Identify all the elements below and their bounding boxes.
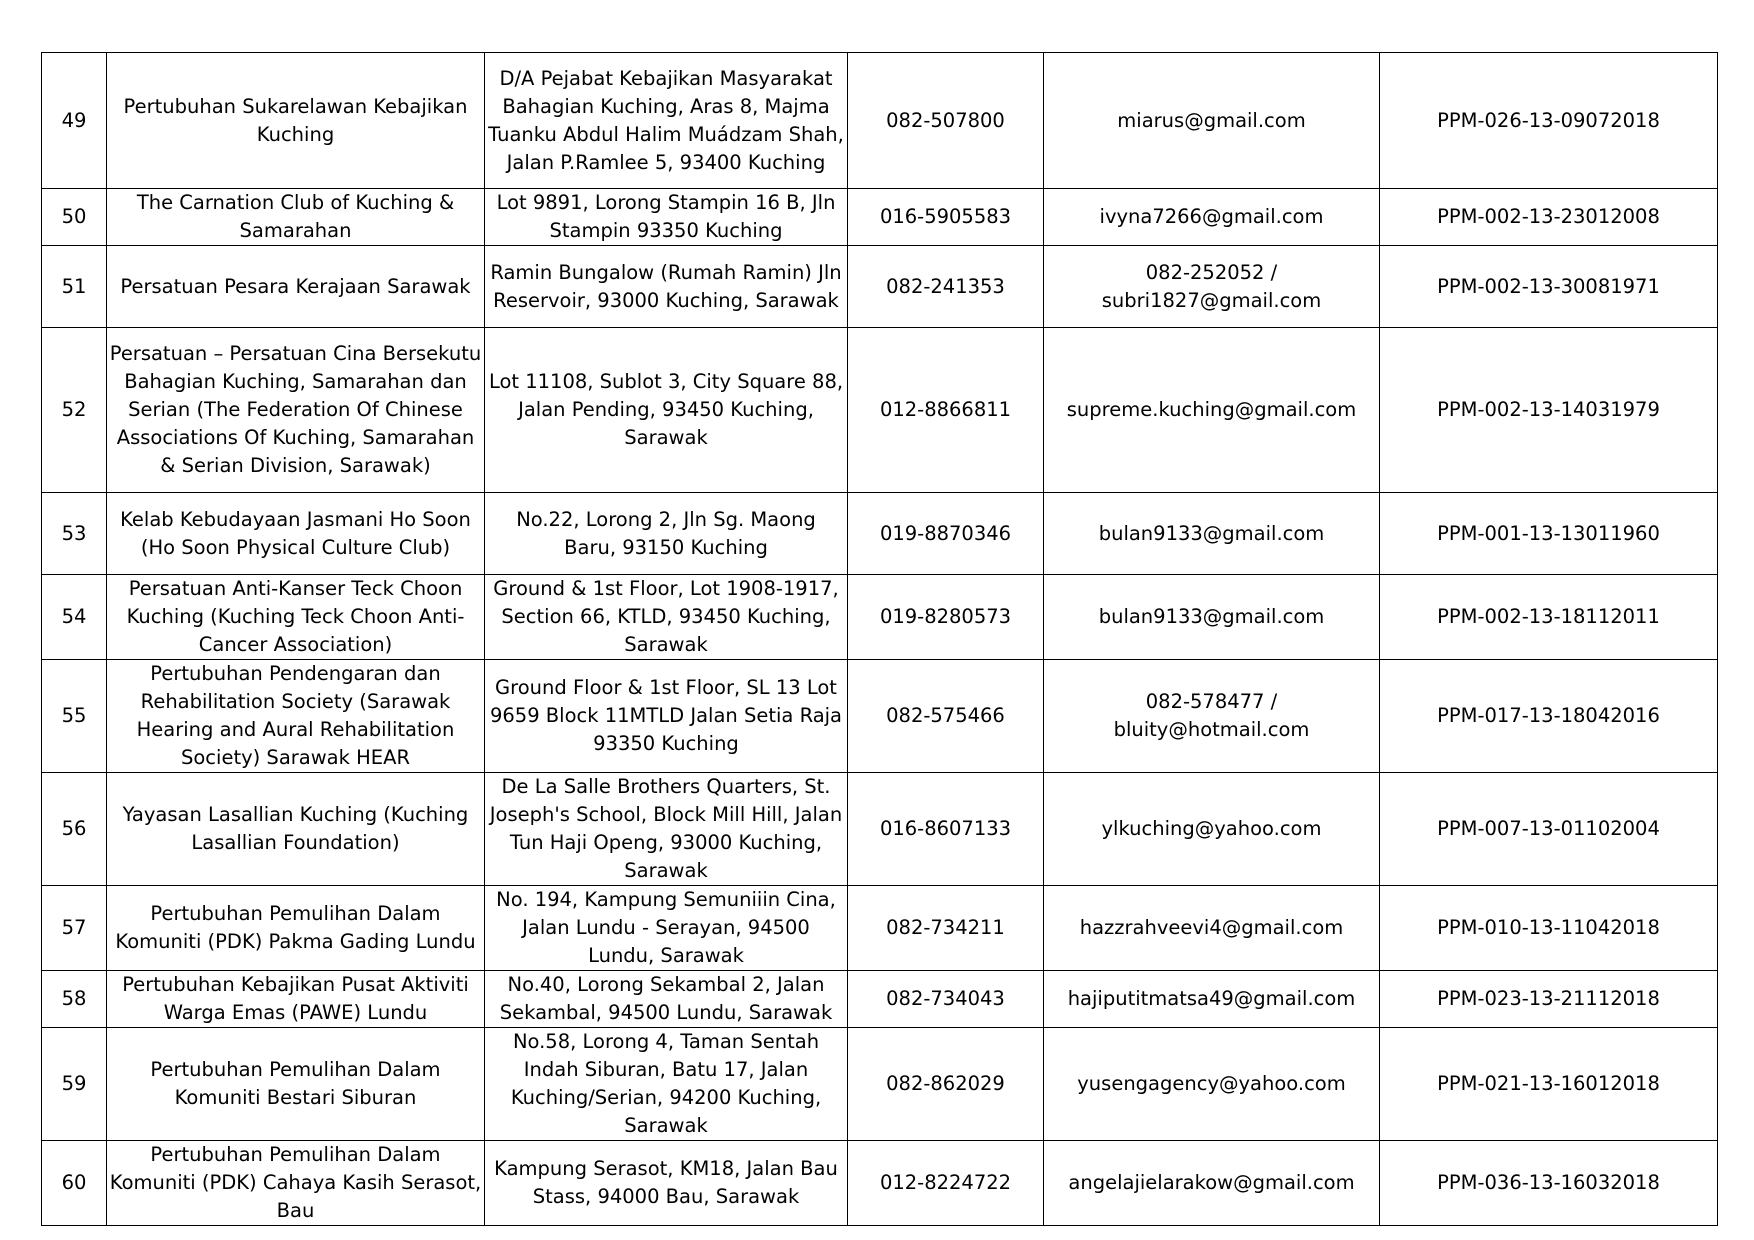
contact-email-cell	[1044, 886, 1380, 971]
registration-number: PPM-002-13-23012008	[1437, 205, 1660, 228]
organisation-name-line: Associations Of Kuching, Samarahan	[116, 426, 475, 449]
address-line: Stass, 94000 Bau, Sarawak	[532, 1185, 800, 1208]
address-line: Indah Siburan, Batu 17, Jalan	[523, 1058, 809, 1081]
row-number: 51	[61, 274, 87, 298]
registration-number: PPM-026-13-09072018	[1437, 108, 1660, 132]
address-line: Sarawak	[624, 859, 708, 882]
contact-email-cell	[1044, 246, 1380, 328]
row-number-cell	[42, 328, 107, 493]
table-row	[42, 189, 1718, 246]
phone-number-cell	[848, 971, 1044, 1028]
address-cell	[485, 886, 848, 971]
address-line: Jalan P.Ramlee 5, 93400 Kuching	[506, 150, 826, 174]
address-line: Sarawak	[624, 1114, 708, 1137]
organisation-name-cell	[107, 1028, 485, 1141]
contact-email-line: angelajielarakow@gmail.com	[1068, 1171, 1355, 1194]
address-line: Sarawak	[624, 633, 708, 656]
registration-number-cell	[1380, 1141, 1718, 1226]
registration-number-cell	[1380, 1028, 1718, 1141]
organisation-name-line: Bahagian Kuching, Samarahan dan	[124, 370, 467, 393]
table-row	[42, 660, 1718, 773]
address-line: No.40, Lorong Sekambal 2, Jalan	[507, 973, 825, 996]
contact-email-line: bulan9133@gmail.com	[1098, 605, 1325, 628]
table-body	[42, 53, 1718, 1226]
registration-number-cell	[1380, 773, 1718, 886]
contact-email-cell	[1044, 575, 1380, 660]
registration-number-cell	[1380, 189, 1718, 246]
address-line: Section 66, KTLD, 93450 Kuching,	[501, 605, 831, 628]
table-row	[42, 1028, 1718, 1141]
contact-email-line: subri1827@gmail.com	[1101, 288, 1322, 312]
row-number-cell	[42, 575, 107, 660]
phone-number: 082-862029	[886, 1072, 1005, 1095]
address-line: Lundu, Sarawak	[588, 944, 744, 967]
row-number: 52	[61, 398, 87, 421]
contact-email-cell	[1044, 328, 1380, 493]
organisation-name-line: The Carnation Club of Kuching &	[136, 191, 455, 214]
organisation-name-line: & Serian Division, Sarawak)	[160, 454, 431, 477]
registration-number-cell	[1380, 53, 1718, 189]
organisation-name-line: Hearing and Aural Rehabilitation	[136, 718, 455, 741]
phone-number: 012-8866811	[879, 398, 1012, 421]
address-line: De La Salle Brothers Quarters, St.	[501, 775, 831, 798]
organisation-name-line: Pertubuhan Pendengaran dan	[150, 662, 441, 685]
table-row	[42, 886, 1718, 971]
organisation-name-cell	[107, 660, 485, 773]
phone-number-cell	[848, 189, 1044, 246]
organisation-name-cell	[107, 246, 485, 328]
registration-number: PPM-023-13-21112018	[1437, 987, 1660, 1010]
phone-number-cell	[848, 493, 1044, 575]
organisation-name-line: Yayasan Lasallian Kuching (Kuching	[122, 803, 469, 826]
row-number: 50	[61, 205, 87, 228]
address-cell	[485, 971, 848, 1028]
address-line: 93350 Kuching	[593, 732, 739, 755]
address-line: No. 194, Kampung Semuniiin Cina,	[496, 888, 836, 911]
phone-number-cell	[848, 886, 1044, 971]
row-number: 53	[61, 521, 87, 545]
organisation-name-line: Pertubuhan Pemulihan Dalam	[150, 1058, 441, 1081]
organisation-name-line: Cancer Association)	[198, 633, 393, 656]
contact-email-line: hazzrahveevi4@gmail.com	[1079, 916, 1344, 939]
registration-number: PPM-002-13-14031979	[1437, 398, 1660, 421]
registration-number-cell	[1380, 660, 1718, 773]
registration-number: PPM-007-13-01102004	[1437, 817, 1660, 840]
row-number: 60	[61, 1171, 87, 1194]
address-cell	[485, 660, 848, 773]
address-line: Jalan Pending, 93450 Kuching,	[518, 398, 814, 421]
address-cell	[485, 328, 848, 493]
address-line: Ramin Bungalow (Rumah Ramin) Jln	[490, 260, 842, 284]
organisation-name-line: Pertubuhan Kebajikan Pusat Aktiviti	[122, 973, 469, 996]
organisation-name-cell	[107, 53, 485, 189]
row-number-cell	[42, 189, 107, 246]
organisation-name-cell	[107, 189, 485, 246]
row-number-cell	[42, 971, 107, 1028]
organisation-name-line: Komuniti (PDK) Pakma Gading Lundu	[115, 930, 476, 953]
organisation-name-line: Komuniti (PDK) Cahaya Kasih Serasot,	[109, 1171, 482, 1194]
row-number: 57	[61, 916, 87, 939]
registration-number-cell	[1380, 575, 1718, 660]
row-number-cell	[42, 1028, 107, 1141]
phone-number-cell	[848, 660, 1044, 773]
address-line: Stampin 93350 Kuching	[549, 219, 783, 242]
address-line: Reservoir, 93000 Kuching, Sarawak	[493, 288, 839, 312]
organisation-name-cell	[107, 971, 485, 1028]
phone-number-cell	[848, 246, 1044, 328]
contact-email-line: supreme.kuching@gmail.com	[1066, 398, 1357, 421]
contact-email-line: bulan9133@gmail.com	[1098, 521, 1325, 545]
registration-number: PPM-021-13-16012018	[1437, 1072, 1660, 1095]
organisation-name-line: Serian (The Federation Of Chinese	[128, 398, 463, 421]
phone-number: 016-5905583	[879, 205, 1012, 228]
address-cell	[485, 246, 848, 328]
phone-number: 019-8870346	[879, 521, 1012, 545]
organisation-name-line: (Ho Soon Physical Culture Club)	[140, 535, 451, 559]
address-line: Kuching/Serian, 94200 Kuching,	[510, 1086, 822, 1109]
phone-number-cell	[848, 328, 1044, 493]
registration-number: PPM-036-13-16032018	[1437, 1171, 1660, 1194]
organisation-name-line: Warga Emas (PAWE) Lundu	[163, 1001, 428, 1024]
address-line: Tun Haji Openg, 93000 Kuching,	[509, 831, 823, 854]
row-number: 58	[61, 987, 87, 1010]
registration-number-cell	[1380, 971, 1718, 1028]
registration-number-cell	[1380, 493, 1718, 575]
row-number: 54	[61, 605, 87, 628]
phone-number-cell	[848, 575, 1044, 660]
organisation-name-line: Kelab Kebudayaan Jasmani Ho Soon	[120, 507, 471, 531]
organisation-name-line: Kuching	[256, 122, 335, 146]
table-row	[42, 493, 1718, 575]
row-number-cell	[42, 1141, 107, 1226]
registration-number: PPM-002-13-30081971	[1437, 274, 1660, 298]
row-number-cell	[42, 773, 107, 886]
organisation-name-cell	[107, 575, 485, 660]
organisation-name-cell	[107, 493, 485, 575]
address-line: Ground & 1st Floor, Lot 1908-1917,	[493, 577, 839, 600]
phone-number-cell	[848, 773, 1044, 886]
phone-number: 082-734211	[886, 916, 1005, 939]
table-row	[42, 773, 1718, 886]
organisation-name-line: Samarahan	[239, 219, 352, 242]
row-number: 56	[61, 817, 87, 840]
organisation-name-line: Bau	[276, 1199, 315, 1222]
address-line: 9659 Block 11MTLD Jalan Setia Raja	[489, 704, 843, 727]
row-number-cell	[42, 886, 107, 971]
organisation-registry-table	[41, 52, 1718, 1226]
phone-number: 019-8280573	[879, 605, 1012, 628]
address-cell	[485, 773, 848, 886]
organisation-name-line: Komuniti Bestari Siburan	[174, 1086, 417, 1109]
contact-email-cell	[1044, 1141, 1380, 1226]
address-line: Jalan Lundu - Serayan, 94500	[522, 916, 810, 939]
address-cell	[485, 53, 848, 189]
row-number: 49	[61, 108, 87, 132]
table-row	[42, 971, 1718, 1028]
contact-email-line: ylkuching@yahoo.com	[1101, 817, 1322, 840]
address-line: Sekambal, 94500 Lundu, Sarawak	[499, 1001, 833, 1024]
phone-number: 082-575466	[886, 704, 1005, 727]
organisation-name-line: Pertubuhan Pemulihan Dalam	[150, 902, 441, 925]
address-cell	[485, 575, 848, 660]
address-line: Sarawak	[624, 426, 708, 449]
contact-email-cell	[1044, 773, 1380, 886]
organisation-name-cell	[107, 773, 485, 886]
address-line: Lot 11108, Sublot 3, City Square 88,	[488, 370, 844, 393]
table-row	[42, 1141, 1718, 1226]
phone-number: 082-507800	[886, 108, 1005, 132]
organisation-name-line: Society) Sarawak HEAR	[181, 746, 410, 769]
organisation-name-line: Persatuan Anti-Kanser Teck Choon	[128, 577, 463, 600]
row-number: 55	[61, 704, 87, 727]
address-line: Joseph's School, Block Mill Hill, Jalan	[489, 803, 843, 826]
organisation-name-line: Pertubuhan Pemulihan Dalam	[150, 1143, 441, 1166]
contact-email-line: 082-252052 /	[1145, 260, 1278, 284]
contact-email-cell	[1044, 53, 1380, 189]
row-number-cell	[42, 493, 107, 575]
row-number-cell	[42, 53, 107, 189]
address-cell	[485, 1141, 848, 1226]
contact-email-cell	[1044, 1028, 1380, 1141]
organisation-name-line: Persatuan Pesara Kerajaan Sarawak	[120, 274, 471, 298]
contact-email-cell	[1044, 971, 1380, 1028]
row-number: 59	[61, 1072, 87, 1095]
contact-email-line: hajiputitmatsa49@gmail.com	[1067, 987, 1356, 1010]
contact-email-line: 082-578477 / bluity@hotmail.com	[1113, 690, 1310, 741]
registration-number: PPM-010-13-11042018	[1437, 916, 1660, 939]
address-line: Baru, 93150 Kuching	[564, 535, 768, 559]
organisation-name-line: Rehabilitation Society (Sarawak	[140, 690, 451, 713]
address-line: No.22, Lorong 2, Jln Sg. Maong	[516, 507, 816, 531]
row-number-cell	[42, 660, 107, 773]
contact-email-cell	[1044, 660, 1380, 773]
address-cell	[485, 493, 848, 575]
row-number-cell	[42, 246, 107, 328]
phone-number: 016-8607133	[879, 817, 1012, 840]
address-cell	[485, 1028, 848, 1141]
address-line: D/A Pejabat Kebajikan Masyarakat	[499, 66, 833, 90]
registration-number-cell	[1380, 886, 1718, 971]
contact-email-line: ivyna7266@gmail.com	[1099, 205, 1324, 228]
organisation-name-cell	[107, 886, 485, 971]
organisation-name-cell	[107, 328, 485, 493]
registration-number: PPM-017-13-18042016	[1437, 704, 1660, 727]
contact-email-line: miarus@gmail.com	[1117, 108, 1306, 132]
contact-email-line: yusengagency@yahoo.com	[1077, 1072, 1346, 1095]
address-line: Ground Floor & 1st Floor, SL 13 Lot	[495, 676, 837, 699]
registration-number-cell	[1380, 328, 1718, 493]
phone-number: 082-734043	[886, 987, 1005, 1010]
phone-number: 012-8224722	[879, 1171, 1012, 1194]
table-row	[42, 328, 1718, 493]
phone-number-cell	[848, 1141, 1044, 1226]
registration-number: PPM-001-13-13011960	[1437, 521, 1660, 545]
phone-number: 082-241353	[886, 274, 1005, 298]
table-row	[42, 53, 1718, 189]
address-line: No.58, Lorong 4, Taman Sentah	[512, 1030, 820, 1053]
organisation-name-line: Lasallian Foundation)	[191, 831, 400, 854]
registration-number: PPM-002-13-18112011	[1437, 605, 1660, 628]
address-line: Lot 9891, Lorong Stampin 16 B, Jln	[496, 191, 836, 214]
address-line: Kampung Serasot, KM18, Jalan Bau	[494, 1157, 838, 1180]
contact-email-cell	[1044, 493, 1380, 575]
registration-number-cell	[1380, 246, 1718, 328]
address-line: Bahagian Kuching, Aras 8, Majma	[502, 94, 830, 118]
address-line: Tuanku Abdul Halim Muádzam Shah,	[488, 122, 844, 146]
address-cell	[485, 189, 848, 246]
phone-number-cell	[848, 1028, 1044, 1141]
organisation-name-line: Persatuan – Persatuan Cina Bersekutu	[109, 342, 482, 365]
organisation-name-cell	[107, 1141, 485, 1226]
organisation-name-line: Pertubuhan Sukarelawan Kebajikan	[123, 94, 468, 118]
table-row	[42, 575, 1718, 660]
phone-number-cell	[848, 53, 1044, 189]
contact-email-cell	[1044, 189, 1380, 246]
organisation-name-line: Kuching (Kuching Teck Choon Anti-	[126, 605, 465, 628]
table-row	[42, 246, 1718, 328]
